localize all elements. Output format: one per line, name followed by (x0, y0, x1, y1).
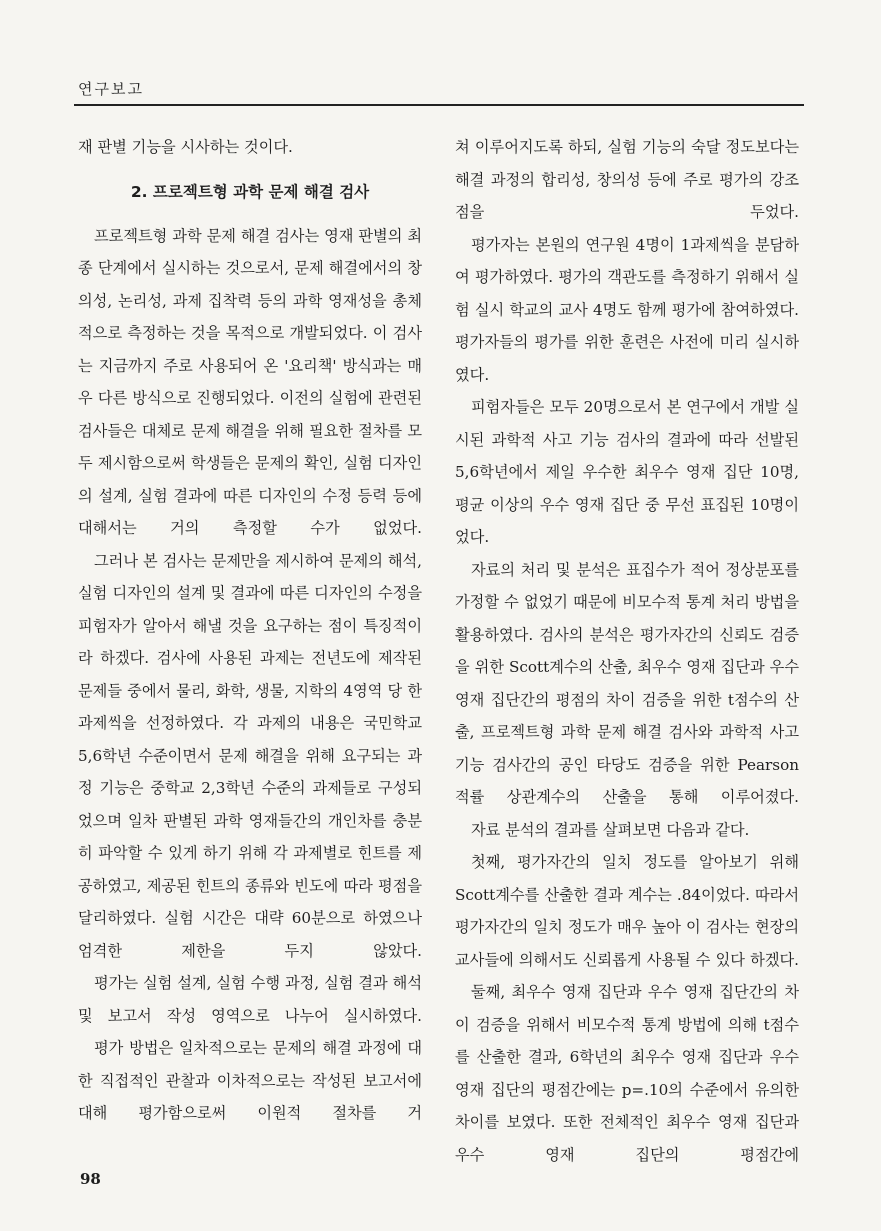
paragraph: 프로젝트형 과학 문제 해결 검사는 영재 판별의 최종 단계에서 실시하는 것으로서, 문제 해결에서의 창의성, 논리성, 과제 집착력 등의 과학 영재성을 총체적으로 측정하는 것을 목적으로 개발되었다. 이 검사는 지금까지 주로 사용되어 온 '요리책' 방식과는 매우 다른 방식으로 진행되었다. 이전의 실험에 관련된 검사들은 대체로 문제 해결을 위해 필요한 절차를 모두 제시함으로써 학생들은 문제의 확인, 실험 디자인의 설계, 실험 결과에 따른 디자인의 수정 등력 등에 대해서는 거의 측정할 수가 없었다. (78, 226, 422, 537)
paragraph: 평가 방법은 일차적으로는 문제의 해결 과정에 대한 직접적인 관찰과 이차적으로는 작성된 보고서에 대해 평가함으로써 이원적 절차를 거 (78, 1039, 422, 1122)
paragraph: 첫째, 평가자간의 일치 정도를 알아보기 위해 Scott계수를 산출한 결과 계수는 .84이었다. 따라서 평가자간의 일치 정도가 매우 높아 이 검사는 현장의 교사들에 의해서도 신뢰롭게 사용될 수 있다 하겠다. (455, 853, 799, 969)
page-number: 98 (80, 1170, 101, 1188)
header-rule (74, 104, 804, 106)
right-column (455, 131, 799, 1171)
section-heading: 2. 프로젝트형 과학 문제 해결 검사 (130, 182, 370, 201)
paragraph: 재 판별 기능을 시사하는 것이다. (78, 138, 293, 156)
paragraph: 자료의 처리 및 분석은 표집수가 적어 정상분포를 가정할 수 없었기 때문에 비모수적 통계 처리 방법을 활용하였다. 검사의 분석은 평가자간의 신뢰도 검증을 위한 Scott계수의 산출, 최우수 영재 집단과 우수 영재 집단간의 평점의 차이 검증을 위한 t점수의 산출, 프로젝트형 과학 문제 해결 검사와 과학적 사고 기능 검사간의 공인 타당도 검증을 위한 Pearson 적률 상관계수의 산출을 통해 이루어졌다. (455, 560, 799, 806)
paragraph: 둘째, 최우수 영재 집단과 우수 영재 집단간의 차이 검증을 위해서 비모수적 통계 방법에 의해 t점수를 산출한 결과, 6학년의 최우수 영재 집단과 우수 영재 집단의 평점간에는 p=.10의 수준에서 유의한 차이를 보였다. 또한 전체적인 최우수 영재 집단과 우수 영재 집단의 평점간에 (455, 983, 799, 1164)
paragraph: 피험자들은 모두 20명으로서 본 연구에서 개발 실시된 과학적 사고 기능 검사의 결과에 따라 선발된 5,6학년에서 제일 우수한 최우수 영재 집단 10명, 평균 이상의 우수 영재 집단 중 무선 표집된 10명이었다. (455, 398, 799, 546)
running-header: 연구보고 (78, 80, 144, 98)
paragraph: 자료 분석의 결과를 살펴보면 다음과 같다. (471, 820, 750, 839)
paragraph: 평가자는 본원의 연구원 4명이 1과제씩을 분담하여 평가하였다. 평가의 객관도를 측정하기 위해서 실험 실시 학교의 교사 4명도 함께 평가에 참여하였다. 평가자들의 평가를 위한 훈련은 사전에 미리 실시하였다. (455, 235, 799, 384)
paragraph: 평가는 실험 설계, 실험 수행 과정, 실험 결과 해석 및 보고서 작성 영역으로 나누어 실시하였다. (78, 974, 422, 1025)
left-column (78, 131, 422, 1130)
paragraph: 그러나 본 검사는 문제만을 제시하여 문제의 해석, 실험 디자인의 설계 및 결과에 따른 디자인의 수정을 피험자가 알아서 해낼 것을 요구하는 점이 특징적이라 하겠다. 검사에 사용된 과제는 전년도에 제작된 문제들 중에서 물리, 화학, 생물, 지학의 4영역 당 한 과제씩을 선정하였다. 각 과제의 내용은 국민학교 5,6학년 수준이면서 문제 해결을 위해 요구되는 과정 기능은 중학교 2,3학년 수준의 과제들로 구성되었으며 일차 판별된 과학 영재들간의 개인차를 충분히 파악할 수 있게 하기 위해 각 과제별로 힌트를 제공하였고, 제공된 힌트의 종류와 빈도에 따라 평점을 달리하였다. 실험 시간은 대략 60분으로 하였으나 엄격한 제한을 두지 않았다. (78, 551, 422, 960)
paragraph: 쳐 이루어지도록 하되, 실험 기능의 숙달 정도보다는 해결 과정의 합리성, 창의성 등에 주로 평가의 강조점을 두었다. (455, 138, 799, 221)
